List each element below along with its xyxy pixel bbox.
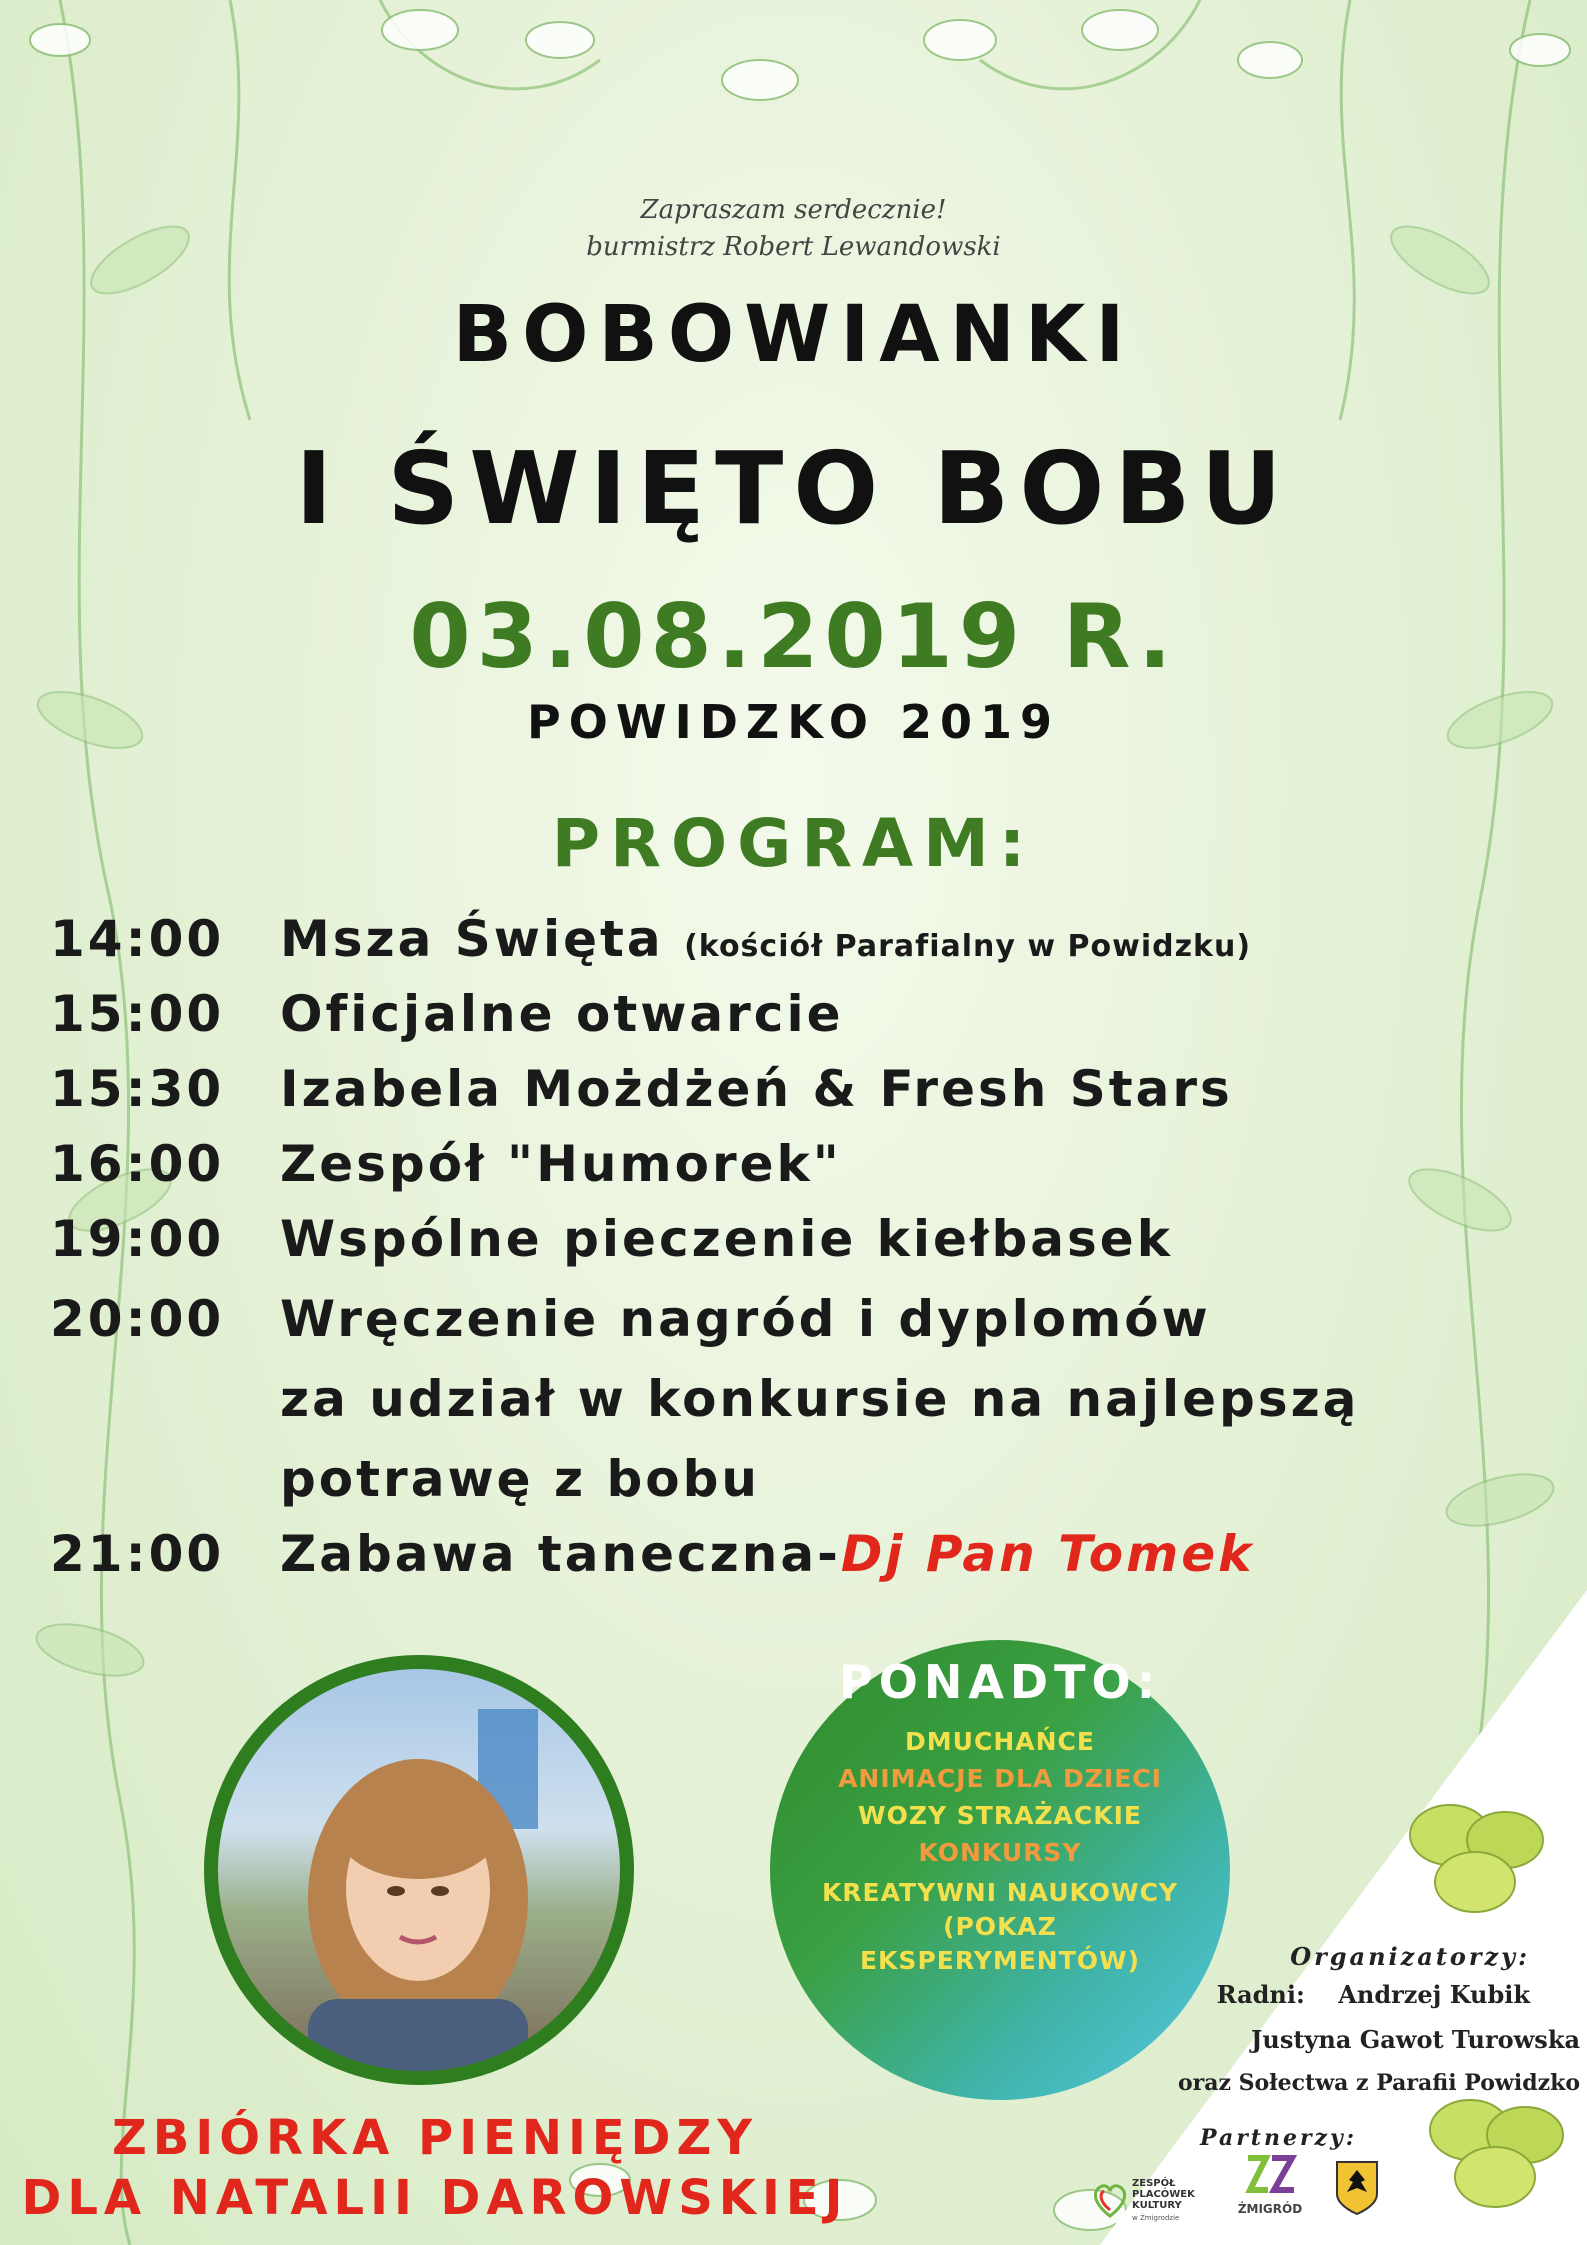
organizers-heading: Organizatorzy:	[1290, 1942, 1530, 1971]
ponadto-item: EKSPERYMENTÓW)	[859, 1946, 1141, 1975]
ponadto-item: (POKAZ	[943, 1912, 1057, 1941]
ponadto-item: KONKURSY	[918, 1838, 1082, 1867]
zpk-heart-icon	[1090, 2180, 1130, 2220]
program-time: 15:00	[50, 985, 225, 1043]
program-row	[50, 1135, 1550, 1205]
program-row	[50, 1060, 1550, 1130]
logo-zmigrod	[1225, 2150, 1315, 2230]
invitation-line2: burmistrz Robert Lewandowski	[586, 232, 1001, 262]
fundraiser-line2: DLA NATALII DAROWSKIEJ	[21, 2170, 849, 2226]
ponadto-item: WOZY STRAŻACKIE	[858, 1801, 1142, 1830]
organizers-line3: oraz Sołectwa z Parafii Powidzko	[1177, 2070, 1580, 2096]
zpk-logo-text: ZESPÓŁ PLACÓWEK KULTURY	[1132, 2178, 1195, 2211]
ponadto-item: DMUCHAŃCE	[905, 1727, 1095, 1756]
program-event: Msza Święta	[280, 910, 664, 968]
program-event: Izabela Możdżeń & Fresh Stars	[280, 1060, 1233, 1118]
program-event-continuation: potrawę z bobu	[280, 1450, 760, 1508]
portrait-illustration	[218, 1669, 620, 2071]
zmigrod-logo-icon	[1240, 2150, 1300, 2198]
coat-of-arms-icon	[1335, 2160, 1379, 2216]
title-bobowianki: BOBOWIANKI	[452, 290, 1135, 380]
partners-heading: Partnerzy:	[1200, 2125, 1357, 2151]
program-time: 16:00	[50, 1135, 225, 1193]
bean-pile-icon	[1420, 2085, 1570, 2215]
organizers-line2: Justyna Gawot Turowska	[1251, 2025, 1580, 2054]
program-event: Wspólne pieczenie kiełbasek	[280, 1210, 1173, 1268]
program-heading: PROGRAM:	[551, 805, 1036, 882]
fundraiser-line1: ZBIÓRKA PIENIĘDZY	[111, 2110, 759, 2166]
program-event-continuation: za udział w konkursie na najlepszą	[280, 1370, 1360, 1428]
ponadto-heading: PONADTO:	[839, 1655, 1161, 1709]
program-row	[50, 1525, 1550, 1595]
program-time: 21:00	[50, 1525, 225, 1583]
program-time: 14:00	[50, 910, 225, 968]
photo-natalia	[218, 1669, 620, 2071]
program-row	[50, 1290, 1550, 1360]
program-dj: Dj Pan Tomek	[840, 1525, 1255, 1583]
program-event: Zabawa taneczna-	[280, 1525, 841, 1583]
program-event: Oficjalne otwarcie	[280, 985, 844, 1043]
program-time: 15:30	[50, 1060, 225, 1118]
program-note: (kościół Parafialny w Powidzku)	[684, 929, 1252, 964]
title-swieto-bobu: I ŚWIĘTO BOBU	[295, 430, 1292, 547]
logo-zpk	[1090, 2170, 1210, 2230]
invitation-line1: Zapraszam serdecznie!	[640, 195, 947, 225]
program-event: Zespół "Humorek"	[280, 1135, 842, 1193]
event-place: POWIDZKO 2019	[527, 695, 1060, 749]
ponadto-item: ANIMACJE DLA DZIECI	[838, 1764, 1162, 1793]
program-row	[50, 910, 1550, 980]
program-event: Wręczenie nagród i dyplomów	[280, 1290, 1211, 1348]
program-row	[50, 985, 1550, 1055]
organizers-line1: Radni: Andrzej Kubik	[1216, 1980, 1530, 2009]
zmigrod-logo-text: ŻMIGRÓD	[1237, 2202, 1303, 2216]
program-row	[50, 1210, 1550, 1280]
zpk-logo-subtext: w Żmigrodzie	[1132, 2214, 1180, 2222]
ponadto-item: KREATYWNI NAUKOWCY	[821, 1878, 1179, 1907]
bean-pile-icon	[1400, 1790, 1550, 1920]
program-time: 19:00	[50, 1210, 225, 1268]
program-time: 20:00	[50, 1290, 225, 1348]
event-date: 03.08.2019 R.	[409, 585, 1178, 688]
